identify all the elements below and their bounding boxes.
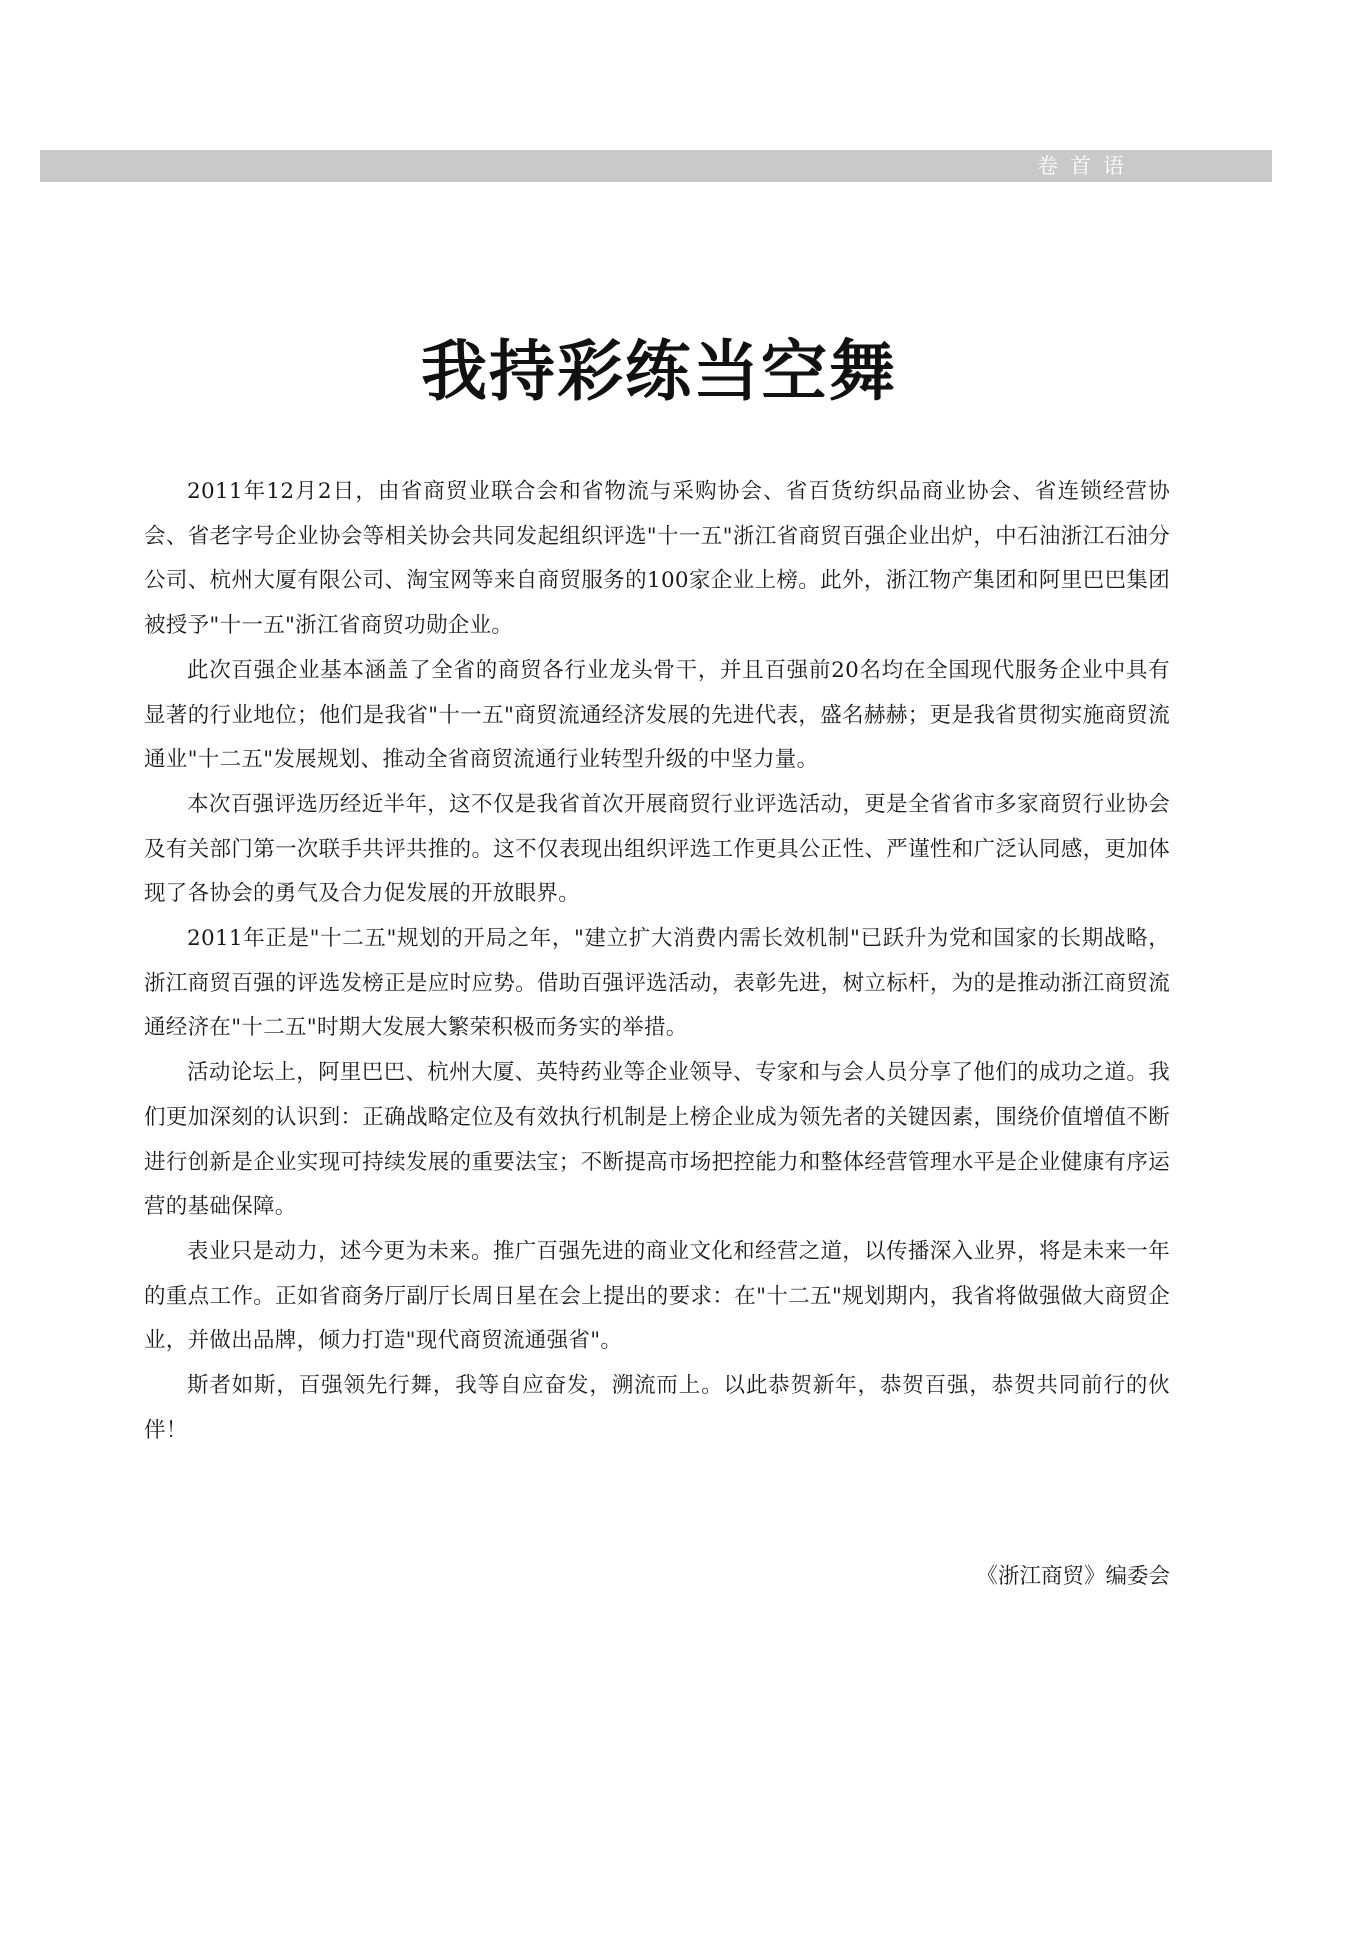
section-header-band: [40, 150, 1272, 182]
paragraph: 活动论坛上，阿里巴巴、杭州大厦、英特药业等企业领导、专家和与会人员分享了他们的成功之道。我们更加深刻的认识到：正确战略定位及有效执行机制是上榜企业成为领先者的关键因素，围绕价值增值不断进行创新是企业实现可持续发展的重要法宝；不断提高市场把控能力和整体经营管理水平是企业健康有序运营的基础保障。: [144, 1060, 1170, 1220]
paragraph: 本次百强评选历经近半年，这不仅是我省首次开展商贸行业评选活动，更是全省省市多家商贸行业协会及有关部门第一次联手共评共推的。这不仅表现出组织评选工作更具公正性、严谨性和广泛认同感，更加体现了各协会的勇气及合力促发展的开放眼界。: [144, 791, 1170, 907]
page-title: 我持彩练当空舞: [421, 333, 897, 410]
article-body: [144, 470, 1170, 1453]
paragraph: 此次百强企业基本涵盖了全省的商贸各行业龙头骨干，并且百强前20名均在全国现代服务企业中具有显著的行业地位；他们是我省"十一五"商贸流通经济发展的先进代表，盛名赫赫；更是我省贯彻实施商贸流通业"十二五"发展规划、推动全省商贸流通行业转型升级的中坚力量。: [144, 657, 1170, 773]
paragraph: 2011年正是"十二五"规划的开局之年，"建立扩大消费内需长效机制"已跃升为党和国家的长期战略，浙江商贸百强的评选发榜正是应时应势。借助百强评选活动，表彰先进，树立标杆，为的是推动浙江商贸流通经济在"十二五"时期大发展大繁荣积极而务实的举措。: [144, 926, 1170, 1041]
paragraph: 斯者如斯，百强领先行舞，我等自应奋发，溯流而上。以此恭贺新年，恭贺百强，恭贺共同前行的伙伴！: [144, 1373, 1170, 1443]
paragraph: 表业只是动力，述今更为未来。推广百强先进的商业文化和经营之道，以传播深入业界，将是未来一年的重点工作。正如省商务厅副厅长周日星在会上提出的要求：在"十二五"规划期内，我省将做强做大商贸企业，并做出品牌，倾力打造"现代商贸流通强省"。: [144, 1238, 1170, 1354]
section-label: 卷首语: [1037, 154, 1136, 178]
paragraph: 2011年12月2日，由省商贸业联合会和省物流与采购协会、省百货纺织品商业协会、省连锁经营协会、省老字号企业协会等相关协会共同发起组织评选"十一五"浙江省商贸百强企业出炉，中石油浙江石油分公司、杭州大厦有限公司、淘宝网等来自商贸服务的100家企业上榜。此外，浙江物产集团和阿里巴巴集团被授予"十一五"浙江省商贸功勋企业。: [144, 479, 1170, 639]
signature: 《浙江商贸》编委会: [976, 1564, 1170, 1589]
